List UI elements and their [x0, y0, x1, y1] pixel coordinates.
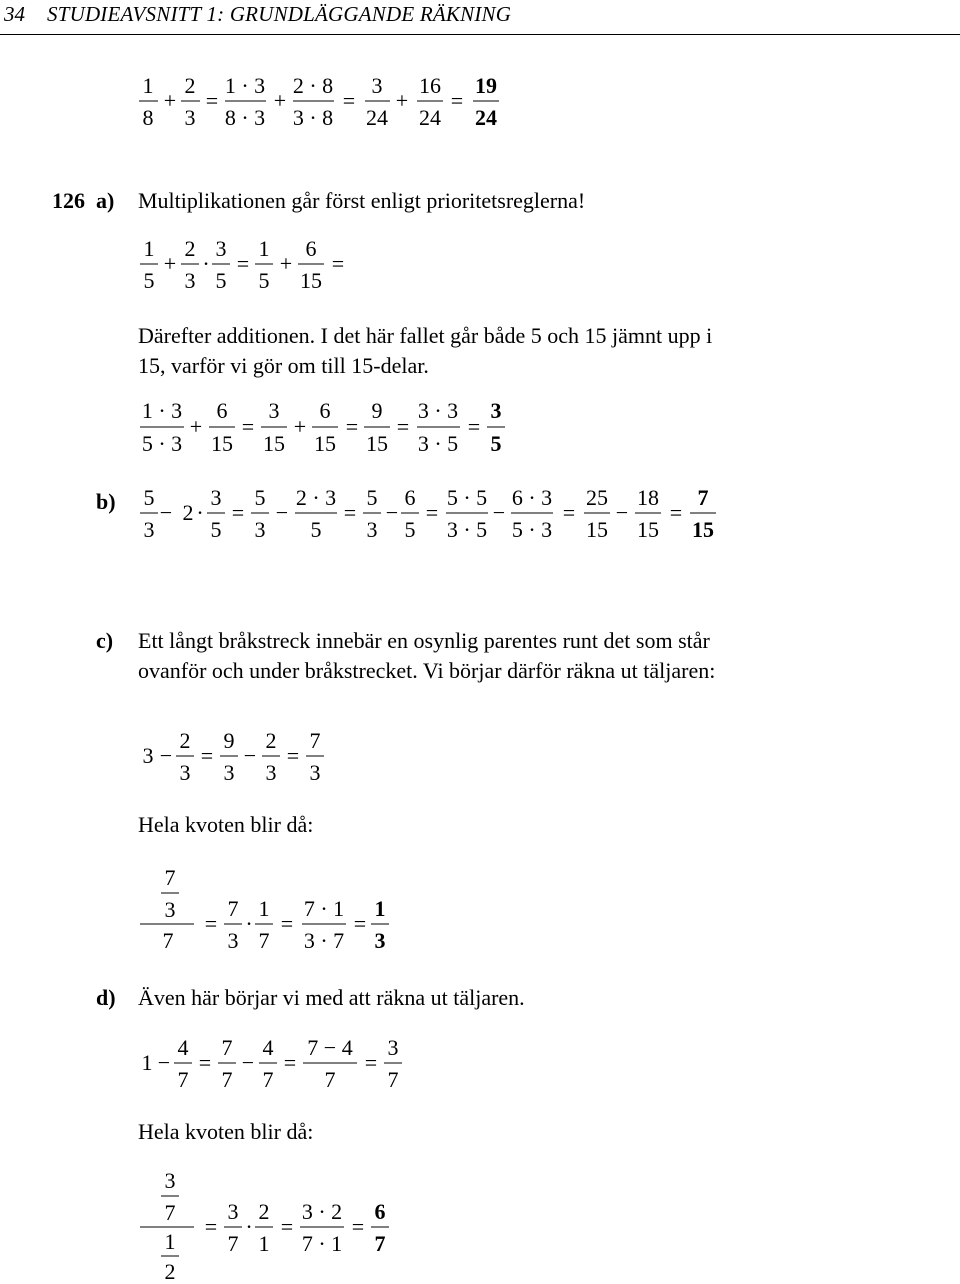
- denominator: 5 · 3: [141, 431, 183, 456]
- numerator: 3: [210, 485, 222, 510]
- part-c-equation-2: [140, 865, 389, 953]
- result-denominator: 15: [692, 517, 714, 542]
- numerator: 3: [227, 1199, 239, 1224]
- denominator: 15: [366, 431, 388, 456]
- numerator: 2 · 3: [295, 485, 337, 510]
- operator: +: [163, 251, 177, 276]
- denominator: 2: [164, 1259, 176, 1284]
- denominator: 3: [164, 897, 176, 922]
- operator: =: [351, 1214, 365, 1239]
- part-c-text-3: Hela kvoten blir då:: [138, 812, 314, 837]
- numerator: 5: [254, 485, 266, 510]
- operator: =: [204, 911, 218, 936]
- denominator: 3 · 7: [303, 928, 345, 953]
- part-b-equation: [140, 485, 716, 542]
- denominator: 3: [309, 760, 321, 785]
- part-c-text-2: ovanför och under bråkstrecket. Vi börjar därför räkna ut täljaren:: [138, 658, 716, 683]
- denominator: 24: [419, 105, 441, 130]
- numerator: 4: [262, 1035, 274, 1060]
- denominator: 5: [258, 268, 270, 293]
- denominator: 8 · 3: [224, 105, 266, 130]
- numerator: 5: [143, 485, 155, 510]
- operator: =: [343, 500, 357, 525]
- numerator: 7 − 4: [307, 1035, 353, 1060]
- part-a-equation-1: [140, 236, 344, 293]
- operator: +: [163, 88, 177, 113]
- operator: −: [243, 743, 257, 768]
- denominator: 7: [164, 1200, 176, 1225]
- part-a-text: Multiplikationen går först enligt prioritetsreglerna!: [138, 188, 586, 213]
- numerator: 1: [258, 236, 270, 261]
- numerator: 16: [419, 73, 441, 98]
- part-c-text-1: Ett långt bråkstreck innebär en osynlig parentes runt det som står: [138, 628, 710, 653]
- numerator: 9: [223, 728, 235, 753]
- operator: −: [275, 500, 289, 525]
- denominator: 24: [366, 105, 388, 130]
- numerator: 3: [371, 73, 383, 98]
- intro-equation: [139, 73, 499, 130]
- numerator: 7: [164, 865, 176, 890]
- part-c-label: c): [96, 628, 114, 653]
- denominator: 15: [586, 517, 608, 542]
- denominator: 3 · 8: [292, 105, 334, 130]
- operator: −: [615, 500, 629, 525]
- part-d-text-1: Även här börjar vi med att räkna ut täljaren.: [138, 985, 525, 1010]
- operator: =: [345, 414, 359, 439]
- numerator: 1: [258, 896, 270, 921]
- operator: −: [157, 1050, 171, 1075]
- operator: +: [273, 88, 287, 113]
- denominator: 15: [263, 431, 285, 456]
- denominator: 7: [387, 1067, 399, 1092]
- result-numerator: 3: [490, 398, 502, 423]
- operator: =: [198, 1050, 212, 1075]
- numerator: 7: [309, 728, 321, 753]
- denominator: 7: [177, 1067, 189, 1092]
- denominator: 3: [227, 928, 239, 953]
- result-denominator: 7: [374, 1231, 386, 1256]
- denominator: 15: [637, 517, 659, 542]
- numerator: 3: [268, 398, 280, 423]
- result-numerator: 6: [374, 1199, 386, 1224]
- operator: =: [364, 1050, 378, 1075]
- operator: ·: [245, 1214, 253, 1239]
- denominator: 3: [254, 517, 266, 542]
- denominator: 3: [184, 105, 196, 130]
- operator: +: [279, 251, 293, 276]
- numerator: 7 · 1: [303, 896, 345, 921]
- operator: −: [385, 500, 399, 525]
- operator: +: [189, 414, 203, 439]
- numerator: 1 · 3: [141, 398, 183, 423]
- operator: +: [293, 414, 307, 439]
- denominator: 15: [211, 431, 233, 456]
- operator: −: [159, 743, 173, 768]
- operator: =: [280, 911, 294, 936]
- operator: =: [200, 743, 214, 768]
- denominator: 3: [366, 517, 378, 542]
- part-c-equation-1: [143, 728, 325, 785]
- operator: =: [396, 414, 410, 439]
- operator: =: [331, 251, 345, 276]
- denominator: 5: [404, 517, 416, 542]
- result-numerator: 19: [475, 73, 497, 98]
- operator: =: [353, 911, 367, 936]
- denominator: 5: [210, 517, 222, 542]
- denominator: 5 · 3: [511, 517, 553, 542]
- numerator: 6: [305, 236, 317, 261]
- denominator: 7: [262, 1067, 274, 1092]
- operator: −: [492, 500, 506, 525]
- problem-number: 126: [52, 188, 85, 213]
- part-d-equation-1: [142, 1035, 403, 1092]
- page-number: 34: [4, 2, 25, 26]
- denominator: 7 · 1: [301, 1231, 343, 1256]
- numerator: 2: [184, 236, 196, 261]
- whole-number: 2: [182, 500, 194, 525]
- part-d-text-2: Hela kvoten blir då:: [138, 1119, 314, 1144]
- denominator: 3 · 5: [417, 431, 459, 456]
- operator: ·: [245, 911, 253, 936]
- denominator: 7: [227, 1231, 239, 1256]
- numerator: 25: [586, 485, 608, 510]
- denominator: 3: [265, 760, 277, 785]
- operator: =: [342, 88, 356, 113]
- operator: =: [450, 88, 464, 113]
- operator: =: [205, 88, 219, 113]
- denominator: 15: [314, 431, 336, 456]
- numerator: 3 · 3: [417, 398, 459, 423]
- denominator: 15: [300, 268, 322, 293]
- operator: =: [286, 743, 300, 768]
- operator: −: [241, 1050, 255, 1075]
- denominator: 3 · 5: [446, 517, 488, 542]
- operator: =: [283, 1050, 297, 1075]
- denominator: 7: [258, 928, 270, 953]
- numerator: 4: [177, 1035, 189, 1060]
- denominator: 5: [143, 268, 155, 293]
- section-title: STUDIEAVSNITT 1: GRUNDLÄGGANDE RÄKNING: [47, 2, 512, 26]
- operator: ·: [196, 500, 204, 525]
- numerator: 2 · 8: [292, 73, 334, 98]
- result-denominator: 24: [475, 105, 497, 130]
- part-d-label: d): [96, 985, 116, 1010]
- part-a-equation-2: [140, 398, 505, 456]
- part-d-equation-2: [140, 1168, 389, 1284]
- numerator: 6: [319, 398, 331, 423]
- result-denominator: 3: [374, 928, 386, 953]
- numerator: 1: [143, 236, 155, 261]
- numerator: 3 · 2: [301, 1199, 343, 1224]
- numerator: 2: [265, 728, 277, 753]
- numerator: 3: [215, 236, 227, 261]
- whole-number: 1: [141, 1050, 153, 1075]
- operator: =: [280, 1214, 294, 1239]
- part-a-label: a): [96, 188, 115, 213]
- result-denominator: 5: [490, 431, 502, 456]
- denominator: 5: [215, 268, 227, 293]
- denominator: 7: [324, 1067, 336, 1092]
- part-b-label: b): [96, 489, 116, 514]
- denominator: 7: [162, 928, 174, 953]
- whole-number: 3: [142, 743, 154, 768]
- numerator: 7: [227, 896, 239, 921]
- operator: =: [236, 251, 250, 276]
- operator: =: [669, 500, 683, 525]
- numerator: 18: [637, 485, 659, 510]
- operator: =: [562, 500, 576, 525]
- operator: =: [241, 414, 255, 439]
- operator: =: [425, 500, 439, 525]
- denominator: 3: [184, 268, 196, 293]
- numerator: 1: [164, 1229, 176, 1254]
- denominator: 3: [179, 760, 191, 785]
- operator: =: [204, 1214, 218, 1239]
- denominator: 3: [223, 760, 235, 785]
- numerator: 7: [221, 1035, 233, 1060]
- numerator: 3: [387, 1035, 399, 1060]
- operator: +: [395, 88, 409, 113]
- part-a-text-2b: 15, varför vi gör om till 15-delar.: [138, 353, 429, 378]
- numerator: 2: [258, 1199, 270, 1224]
- numerator: 9: [371, 398, 383, 423]
- operator: =: [467, 414, 481, 439]
- result-numerator: 7: [697, 485, 709, 510]
- numerator: 2: [179, 728, 191, 753]
- operator: =: [231, 500, 245, 525]
- denominator: 1: [258, 1231, 270, 1256]
- numerator: 3: [164, 1168, 176, 1193]
- numerator: 5 · 5: [446, 485, 488, 510]
- denominator: 3: [143, 517, 155, 542]
- result-numerator: 1: [374, 896, 386, 921]
- numerator: 6: [216, 398, 228, 423]
- numerator: 1 · 3: [224, 73, 266, 98]
- numerator: 6: [404, 485, 416, 510]
- part-a-text-2a: Därefter additionen. I det här fallet går både 5 och 15 jämnt upp i: [138, 323, 713, 348]
- numerator: 5: [366, 485, 378, 510]
- numerator: 6 · 3: [511, 485, 553, 510]
- denominator: 5: [310, 517, 322, 542]
- denominator: 7: [221, 1067, 233, 1092]
- operator: −: [159, 500, 173, 525]
- operator: ·: [202, 251, 210, 276]
- numerator: 2: [184, 73, 196, 98]
- numerator: 1: [142, 73, 154, 98]
- denominator: 8: [142, 105, 154, 130]
